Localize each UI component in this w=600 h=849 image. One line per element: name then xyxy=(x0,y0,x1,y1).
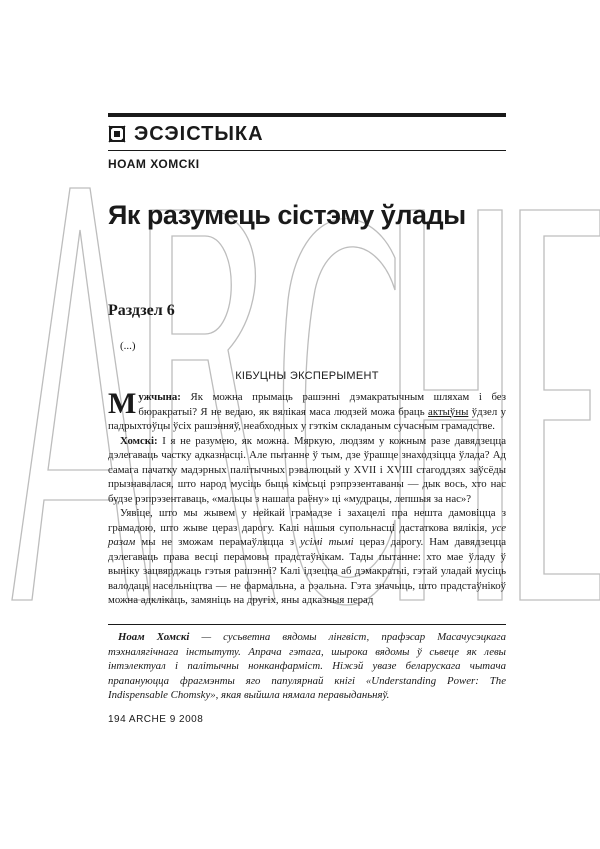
speaker-label: Хомскі: xyxy=(120,434,158,447)
chapter-heading: Раздзел 6 xyxy=(108,302,175,319)
footnote-text: — сусьветна вядомы лінгвіст, прафэсар Масачусэцкага тэхналягічнага інстытуту. Апрача гэтага, шырока вядомы ў сьвеце як левы інтэлектуал і палітычны нонканфарміст. Ніжэй увазе беларускага чытача прапануюцца фрагмэнты яго папулярнай кнігі «Understanding Power: The Indispensable Chomsky», якая выйшла нямала перавыданьняў. xyxy=(108,631,506,701)
speaker-label: ужчына: xyxy=(138,391,181,403)
article-title: Як разумець сістэму ўлады xyxy=(108,200,466,230)
paragraph-text: I я не разумею, як можна. Мяркую, людзям у кожным разе давядзецца дэлегаваць частку адказнасці. Але пытанне ў тым, дзе ўрашце знаходзіцца ўлада? Ад самага пачатку мадэрных палітычных рэвалюцый у XVII і XVIII стагоддзях заўсёды прызнавалася, што народ мусіць быць кімсьці рэпрэзентаваны — дык вось, хто нас будзе рэпрэзентаваць, «мальцы з нашага раёну» ці «мудрацы, лепшыя за нас»? xyxy=(108,434,506,505)
paragraph-1 xyxy=(108,387,507,434)
section-header xyxy=(108,119,506,149)
footnote-author-name: Ноам Хомскі xyxy=(118,631,190,643)
author-footnote xyxy=(108,630,506,703)
page-footer: 194 ARCHE 9 2008 xyxy=(108,714,204,725)
paragraph-3 xyxy=(108,506,506,608)
paragraph-text: мы не зможам перамаўляцца з xyxy=(135,536,301,548)
omission-mark: (...) xyxy=(120,340,136,352)
paragraph-text: ўдзел у падрыхтоўцы ўсіх рашэнняў, неабходных у гэткім складаным сучасным грамадстве. xyxy=(108,405,507,432)
article-body xyxy=(108,387,507,608)
drop-cap: М xyxy=(108,387,137,420)
italic-phrase: усімі тымі xyxy=(300,536,354,548)
section-subheading: КІБУЦНЫ ЭКСПЕРЫМЕНТ xyxy=(235,370,379,382)
paragraph-text: Уявіце, што мы жывем у нейкай грамадзе і захацелі пра нешта дамовіцца з грамадою, што жыве церaз дарогу. Калі нашыя супольнасці дастаткова вялікія, xyxy=(108,507,506,534)
section-divider xyxy=(108,150,506,151)
author-name: НОАМ ХОМСКІ xyxy=(108,157,200,171)
section-title: ЭСЭІСТЫКА xyxy=(134,122,264,145)
paragraph-2 xyxy=(108,434,506,507)
italic-phrase: усе разам xyxy=(108,521,506,548)
underlined-word: актыўны xyxy=(428,405,469,418)
square-ornament-icon xyxy=(108,125,126,143)
section-top-bar xyxy=(108,113,506,117)
footnote-divider xyxy=(108,624,506,625)
paragraph-text: Як можна прымаць рашэнні дэмакратычным шляхам і без бюракратыі? Я не ведаю, як вялікая маса людзей можа браць xyxy=(138,391,506,418)
paragraph-text: церaз дарогу. Нам давядзецца дэлегаваць права весці перамовы прадстаўнікам. Тады пытанне: хто мае ўладу ў выніку зацвярджаць гэтыя рашэнні? Калі ідзецца аб дэмакратыі, гэтай уладай мусіць валодаць насельніцтва — не фармальна, а рэальна. Гэта значыць, што прадстаўнікоў можна адклікаць, замяніць на другіх, яны адказныя перад xyxy=(108,536,506,606)
